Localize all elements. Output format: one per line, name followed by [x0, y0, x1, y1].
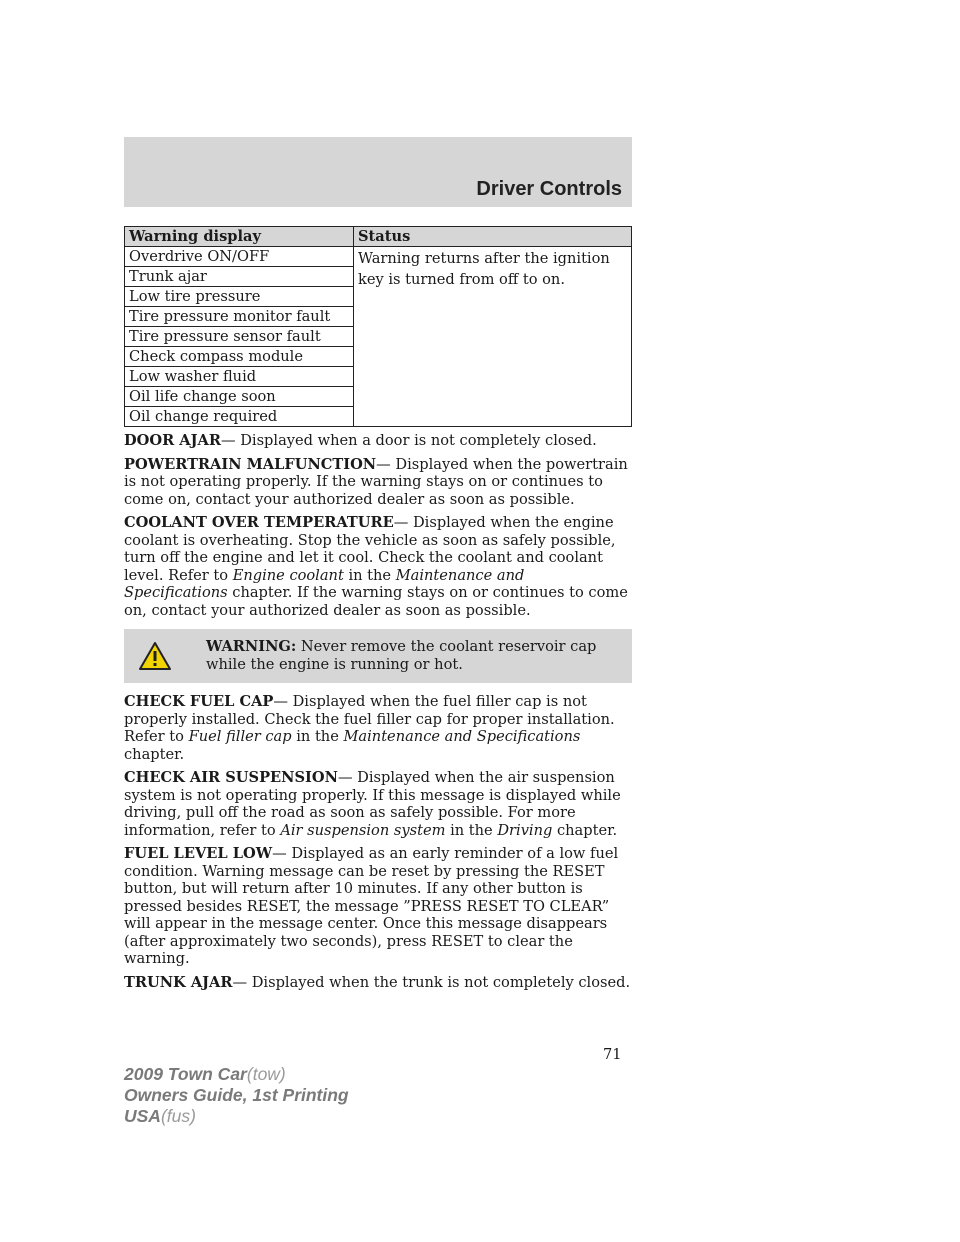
- section-title: Driver Controls: [476, 178, 622, 200]
- paragraph-coolant: [124, 514, 632, 619]
- warning-display-table: [124, 226, 632, 427]
- text-air-suspension-1: — Displayed when the air suspension system is not operating properly. If this message is displayed while driving, pull off the road as soon as safely possible. For more information, refer to: [124, 769, 621, 839]
- footer-model-code: (tow): [246, 1064, 286, 1084]
- paragraph-door-ajar: [124, 432, 632, 450]
- ref-fuel-filler-cap: Fuel filler cap: [188, 728, 292, 745]
- warning-triangle-icon: [138, 641, 172, 671]
- warning-body: Never remove the coolant reservoir cap while the engine is running or hot.: [206, 638, 597, 673]
- table-row: [125, 247, 632, 267]
- term-fuel-cap: CHECK FUEL CAP: [124, 693, 274, 710]
- footer-line-2: [124, 1085, 349, 1106]
- table-cell-warning: Tire pressure sensor fault: [125, 327, 354, 347]
- text-fuel-cap-2: in the: [291, 728, 344, 745]
- table-cell-warning: Low washer fluid: [125, 367, 354, 387]
- footer-line-1: [124, 1064, 349, 1085]
- paragraph-trunk-ajar: [124, 974, 632, 992]
- term-fuel-low: FUEL LEVEL LOW: [124, 845, 273, 862]
- column-header-warning-display: Warning display: [125, 227, 354, 247]
- footer-printing: Owners Guide, 1st Printing: [124, 1085, 349, 1105]
- text-fuel-cap-3: chapter.: [124, 745, 185, 763]
- paragraph-air-suspension: [124, 769, 632, 839]
- body-content: [124, 432, 632, 997]
- term-trunk-ajar: TRUNK AJAR: [124, 973, 233, 991]
- table-cell-warning: Trunk ajar: [125, 267, 354, 287]
- text-air-suspension-2: in the: [445, 821, 498, 839]
- text-door-ajar: — Displayed when a door is not completely closed.: [220, 432, 597, 449]
- ref-engine-coolant: Engine coolant: [232, 566, 344, 584]
- ref-maintenance-chapter: Maintenance and Specifications: [124, 566, 525, 601]
- table-header-row: [125, 227, 632, 247]
- table-cell-status: Warning returns after the ignition key is turned from off to on.: [354, 247, 632, 427]
- footer-line-3: [124, 1106, 349, 1127]
- table-cell-warning: Tire pressure monitor fault: [125, 307, 354, 327]
- section-header-band: [124, 137, 632, 207]
- footer-model: 2009 Town Car: [124, 1064, 247, 1084]
- warning-label: WARNING:: [206, 638, 297, 655]
- table-cell-warning: Oil life change soon: [125, 387, 354, 407]
- table-cell-warning: Low tire pressure: [125, 287, 354, 307]
- text-trunk-ajar: — Displayed when the trunk is not completely closed.: [232, 973, 631, 991]
- text-powertrain: — Displayed when the powertrain is not operating properly. If the warning stays on or continues to come on, contact your authorized dealer as soon as possible.: [124, 455, 628, 508]
- text-fuel-cap-1: — Displayed when the fuel filler cap is not properly installed. Check the fuel filler cap for proper installation. Refer to: [124, 693, 615, 745]
- text-coolant-1: — Displayed when the engine coolant is overheating. Stop the vehicle as soon as safely possible, turn off the engine and let it cool. Check the coolant and coolant level. Refer to: [124, 514, 616, 584]
- footer-market-code: (fus): [160, 1106, 196, 1126]
- text-coolant-2: in the: [343, 566, 396, 584]
- term-coolant: COOLANT OVER TEMPERATURE: [124, 514, 394, 531]
- paragraph-fuel-cap: [124, 693, 632, 763]
- footer-market: USA: [124, 1106, 161, 1126]
- term-door-ajar: DOOR AJAR: [124, 432, 221, 449]
- text-fuel-low: — Displayed as an early reminder of a low fuel condition. Warning message can be reset by pressing the RESET button, but will return after 10 minutes. If any other button is pressed besides RESET, the message ”PRESS RESET TO CLEAR” will appear in the message center. Once this message disappears (after approximately two seconds), press RESET to clear the warning.: [124, 845, 619, 967]
- warning-text: [206, 638, 622, 673]
- ref-driving-chapter: Driving: [497, 821, 553, 839]
- ref-air-suspension-system: Air suspension system: [280, 821, 446, 839]
- text-air-suspension-3: chapter.: [552, 821, 618, 839]
- table-cell-warning: Check compass module: [125, 347, 354, 367]
- ref-maintenance-chapter: Maintenance and Specifications: [343, 728, 581, 745]
- paragraph-fuel-low: [124, 845, 632, 968]
- column-header-status: Status: [354, 227, 632, 247]
- text-coolant-3: chapter. If the warning stays on or continues to come on, contact your authorized dealer as soon as possible.: [124, 584, 628, 619]
- term-air-suspension: CHECK AIR SUSPENSION: [124, 769, 338, 786]
- term-powertrain: POWERTRAIN MALFUNCTION: [124, 455, 377, 473]
- paragraph-powertrain: [124, 456, 632, 509]
- table-cell-warning: Oil change required: [125, 407, 354, 427]
- page-number: 71: [603, 1046, 622, 1063]
- table-cell-warning: Overdrive ON/OFF: [125, 247, 354, 267]
- warning-callout: [124, 629, 632, 683]
- document-footer: [124, 1064, 349, 1127]
